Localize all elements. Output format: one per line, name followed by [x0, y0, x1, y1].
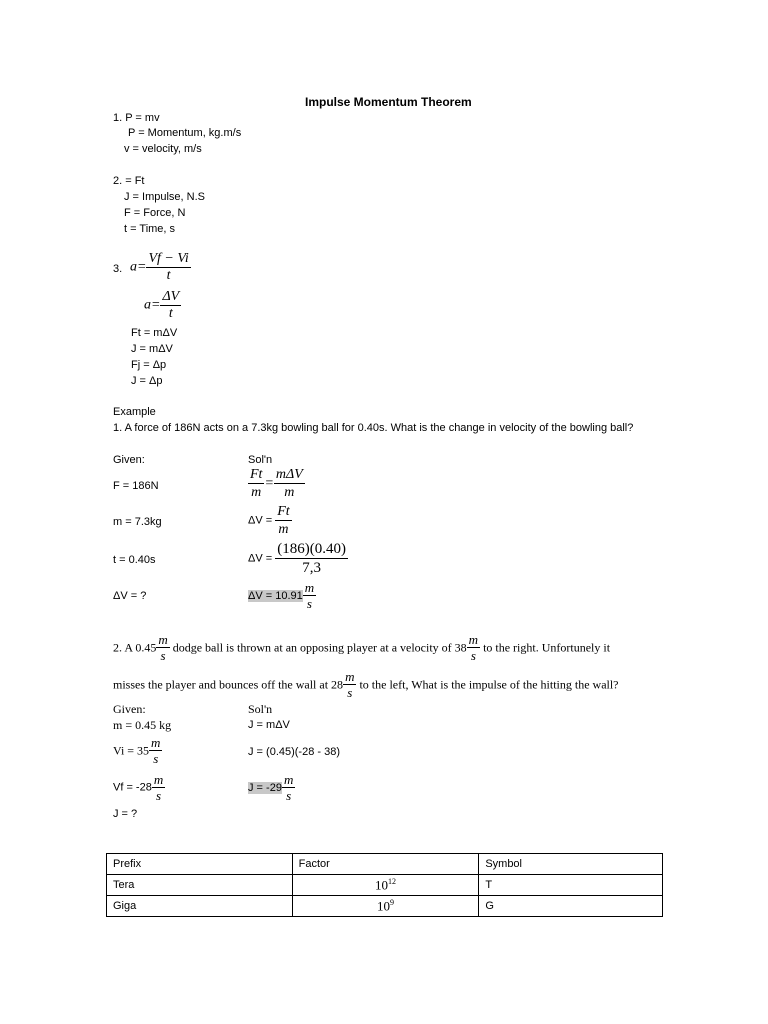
question-2-line-1 [113, 632, 610, 663]
denominator: s [160, 648, 166, 663]
solution-2-step-1: J = mΔV [248, 719, 290, 731]
unit-fraction [149, 735, 162, 766]
momentum-definition: P = Momentum, kg.m/s [128, 127, 242, 139]
example-heading: Example [113, 406, 156, 418]
text-segment: dodge ball is thrown at an opposing player at a velocity of 38 [172, 640, 467, 655]
header-prefix: Prefix [107, 854, 293, 875]
given-force: F = 186N [113, 480, 159, 492]
solution-answer-1 [248, 580, 316, 611]
acceleration-equation [130, 251, 191, 284]
denominator: t [166, 268, 171, 283]
solution-step-1 [248, 466, 305, 501]
unit-fraction [467, 632, 480, 663]
cell-symbol: T [479, 875, 663, 896]
question-1: 1. A force of 186N acts on a 7.3kg bowling ball for 0.40s. What is the change in velocity of the bowling ball? [113, 422, 634, 434]
table-row [107, 875, 663, 896]
numerator: m [345, 669, 355, 684]
factor-base: 10 [376, 898, 390, 914]
relation-ft: Ft = mΔV [131, 327, 178, 339]
text-segment: to the right. Unfortunely it [483, 640, 611, 655]
denominator: s [306, 596, 312, 611]
fraction [248, 466, 264, 501]
fraction [275, 503, 291, 538]
eq-lhs: ΔV = [248, 552, 273, 565]
numerator: (186)(0.40) [277, 541, 346, 557]
given-mass-2: m = 0.45 kg [113, 718, 172, 732]
denominator: m [251, 485, 262, 500]
numerator: m [304, 580, 315, 595]
numerator: Vf − Vi [148, 251, 189, 266]
unit-fraction [303, 580, 316, 611]
page-title: Impulse Momentum Theorem [305, 95, 472, 109]
denominator: t [168, 306, 173, 321]
given-vf [113, 772, 165, 803]
impulse-formula: 2. = Ft [113, 175, 145, 187]
numerator: m [468, 632, 479, 647]
solution-answer-2 [248, 772, 295, 803]
solution-2-step-2: J = (0.45)(-28 - 38) [248, 746, 341, 758]
denominator: s [153, 751, 159, 766]
acceleration-delta-equation [144, 289, 181, 322]
table-header-row [107, 854, 663, 875]
eq-lhs: ΔV = [248, 514, 273, 527]
eq-lhs: a= [144, 297, 161, 313]
solution-step-3 [248, 540, 348, 577]
text-segment: Vi = 35 [113, 743, 150, 758]
header-factor: Factor [292, 854, 479, 875]
factor-base: 10 [374, 877, 388, 893]
denominator: 7,3 [302, 560, 321, 576]
text-segment: to the left, What is the impulse of the hitting the wall? [359, 677, 619, 692]
fraction [275, 540, 348, 577]
highlighted-answer: ΔV = 10.91 [248, 589, 303, 602]
factor-exponent: 9 [389, 897, 394, 907]
numerator: m [283, 772, 294, 787]
numerator: ΔV [162, 289, 180, 304]
denominator: s [155, 788, 162, 803]
cell-symbol: G [479, 896, 663, 917]
unit-fraction [156, 632, 169, 663]
numerator: Ft [250, 467, 263, 482]
cell-factor [292, 896, 479, 917]
equals-sign: = [264, 476, 274, 491]
unit-fraction [282, 772, 295, 803]
denominator: s [347, 685, 353, 700]
fraction [160, 289, 181, 322]
numerator: m [151, 735, 161, 750]
denominator: m [278, 522, 289, 537]
time-definition: t = Time, s [124, 223, 176, 235]
question-2-line-2 [113, 669, 619, 700]
text-segment: Vf = -28 [113, 781, 152, 794]
item3-label: 3. [113, 263, 123, 275]
solution-label: Sol'n [248, 454, 273, 466]
highlighted-answer: J = -29 [248, 781, 282, 794]
text-segment: 2. A 0.45 [113, 640, 157, 655]
denominator: s [286, 788, 292, 803]
given-impulse: J = ? [113, 808, 138, 820]
header-symbol: Symbol [479, 854, 663, 875]
eq-lhs: a= [130, 259, 147, 275]
cell-factor [292, 875, 479, 896]
numerator: m [158, 632, 168, 647]
table-row [107, 896, 663, 917]
unit-fraction [343, 669, 356, 700]
momentum-formula: 1. P = mv [113, 112, 160, 124]
fraction [146, 251, 190, 284]
relation-fj: Fj = Δp [131, 359, 167, 371]
solution-label-2: Sol'n [248, 702, 273, 716]
numerator: mΔV [275, 467, 303, 482]
impulse-definition: J = Impulse, N.S [124, 191, 206, 203]
cell-prefix: Tera [107, 875, 293, 896]
given-vi [113, 735, 162, 766]
factor-exponent: 12 [387, 876, 396, 886]
relation-jp: J = Δp [131, 375, 163, 387]
prefix-table [106, 853, 663, 917]
force-definition: F = Force, N [124, 207, 186, 219]
numerator: Ft [277, 504, 290, 519]
given-mass: m = 7.3kg [113, 516, 162, 528]
velocity-definition: v = velocity, m/s [124, 143, 202, 155]
unit-fraction [152, 772, 165, 803]
given-time: t = 0.40s [113, 554, 156, 566]
numerator: m [153, 772, 164, 787]
cell-prefix: Giga [107, 896, 293, 917]
denominator: s [470, 648, 476, 663]
denominator: m [284, 485, 295, 500]
fraction [274, 466, 305, 501]
solution-step-2 [248, 503, 292, 538]
text-segment: misses the player and bounces off the wall at 28 [113, 677, 344, 692]
given-label: Given: [113, 454, 145, 466]
given-label-2: Given: [113, 702, 146, 716]
given-delta-v: ΔV = ? [113, 590, 147, 602]
relation-j: J = mΔV [131, 343, 173, 355]
